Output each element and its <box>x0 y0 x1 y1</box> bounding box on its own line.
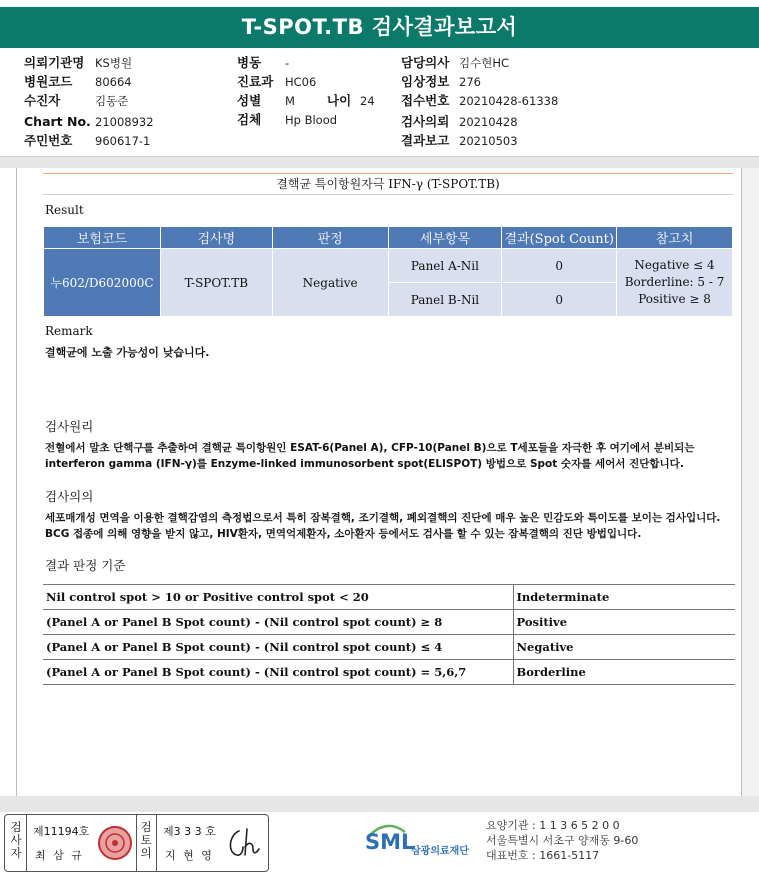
info-label: 병동 <box>237 55 262 70</box>
seal-stamp-icon <box>97 825 133 861</box>
inspector-label: 검토의 <box>140 820 152 860</box>
info-label: Chart No. <box>24 114 91 129</box>
info-label: 병원코드 <box>24 74 73 89</box>
info-label: 결과보고 <box>401 133 450 148</box>
info-value: 21008932 <box>95 115 154 129</box>
criteria-condition: (Panel A or Panel B Spot count) - (Nil control spot count) = 5,6,7 <box>43 660 513 685</box>
reference-value: Negative ≤ 4 <box>634 258 715 272</box>
info-value: 80664 <box>95 75 132 89</box>
info-label: 주민번호 <box>24 133 73 148</box>
info-label: 나이 <box>327 93 352 108</box>
criteria-table <box>43 584 735 685</box>
principle-label: 검사원리 <box>45 419 94 434</box>
info-value: 960617-1 <box>95 134 151 148</box>
institution-code: 요양기관 : 1 1 3 6 5 2 0 0 <box>486 819 620 832</box>
spot-count: 0 <box>502 249 617 283</box>
table-row <box>43 585 735 610</box>
report-subtitle: 결핵균 특이항원자극 IFN-γ (T-SPOT.TB) <box>43 173 733 195</box>
report-content <box>16 168 742 796</box>
info-value: 20210428-61338 <box>459 94 559 108</box>
brand-subtext: 삼광의료재단 <box>411 846 469 857</box>
info-value: M <box>285 94 295 108</box>
insurance-code: 누602/D602000C <box>44 249 161 317</box>
tester-license: 제11194호 <box>33 825 90 838</box>
signature-box <box>4 814 269 872</box>
inspector-license: 제3 3 3 호 <box>163 825 216 838</box>
info-value: 24 <box>360 94 375 108</box>
info-value: 276 <box>459 75 481 89</box>
reference-value: Borderline: 5 - 7 <box>624 275 725 289</box>
info-value: - <box>285 56 290 70</box>
institution-phone: 대표번호 : 1661-5117 <box>486 849 600 862</box>
column-header: 검사명 <box>160 227 272 249</box>
column-header: 참고치 <box>617 227 733 249</box>
info-value: HC06 <box>285 75 317 89</box>
criteria-condition: (Panel A or Panel B Spot count) - (Nil control spot count) ≤ 4 <box>43 635 513 660</box>
column-header: 보험코드 <box>44 227 161 249</box>
criteria-condition: Nil control spot > 10 or Positive control spot < 20 <box>43 585 513 610</box>
tester-name: 최 삼 규 <box>35 849 84 862</box>
info-label: 성별 <box>237 93 262 108</box>
divider <box>0 156 759 168</box>
result-table <box>43 226 733 317</box>
info-label: 임상정보 <box>401 74 450 89</box>
info-value: 김동준 <box>95 94 129 108</box>
inspector-name: 지 현 영 <box>165 849 214 862</box>
tester-label: 검사자 <box>10 820 22 860</box>
info-value: 20210503 <box>459 134 518 148</box>
signature-icon <box>225 825 267 861</box>
brand-text: SML <box>365 830 415 854</box>
info-label: 검체 <box>237 112 262 127</box>
criteria-label: 결과 판정 기준 <box>45 558 126 573</box>
divider <box>156 815 157 871</box>
panel-name: Panel B-Nil <box>388 283 502 317</box>
institution-info <box>486 818 638 863</box>
remark-label: Remark <box>45 324 93 338</box>
table-header-row <box>44 227 733 249</box>
info-label: 접수번호 <box>401 93 450 108</box>
table-row <box>43 635 735 660</box>
table-row <box>44 249 733 283</box>
judgement: Negative <box>272 249 388 317</box>
remark-text: 결핵균에 노출 가능성이 낮습니다. <box>45 346 210 359</box>
spot-count: 0 <box>502 283 617 317</box>
column-header: 결과(Spot Count) <box>502 227 617 249</box>
criteria-result: Indeterminate <box>513 585 735 610</box>
reference-value: Positive ≥ 8 <box>638 292 711 306</box>
criteria-condition: (Panel A or Panel B Spot count) - (Nil control spot count) ≥ 8 <box>43 610 513 635</box>
report-title: T-SPOT.TB 검사결과보고서 <box>0 7 759 48</box>
column-header: 세부항목 <box>388 227 502 249</box>
significance-text: 세포매개성 면역을 이용한 결핵감염의 측정법으로서 특히 잠복결핵, 조기결핵, 폐외결핵의 진단에 매우 높은 민감도와 특이도를 보이는 검사입니다. BCG 접종에 의해 영향을 받지 않고, HIV환자, 면역억제환자, 소아환자 등에서도 검사를 할 수 있는 잠복결핵의 진단 방법입니다. <box>45 512 721 540</box>
scrollbar[interactable] <box>742 168 759 796</box>
reference-values <box>617 249 733 317</box>
patient-info-panel <box>0 54 759 154</box>
info-value: 20210428 <box>459 115 518 129</box>
test-name: T-SPOT.TB <box>160 249 272 317</box>
info-label: 진료과 <box>237 74 274 89</box>
report-footer <box>0 812 759 877</box>
principle-text: 전혈에서 말초 단핵구를 추출하여 결핵균 특이항원인 ESAT-6(Panel A), CFP-10(Panel B)으로 T세포들을 자극한 후 여기에서 분비되는 interferon gamma (IFN-γ)를 Enzyme-linked immunosorbent spot(ELISPOT) 방법으로 Spot 숫자를 세어서 진단합니다. <box>45 442 695 470</box>
table-row <box>43 660 735 685</box>
sml-logo <box>365 822 477 862</box>
criteria-result: Negative <box>513 635 735 660</box>
info-label: 의뢰기관명 <box>24 55 85 70</box>
info-value: Hp Blood <box>285 113 338 127</box>
table-row <box>43 610 735 635</box>
divider <box>26 815 27 871</box>
info-label: 수진자 <box>24 93 61 108</box>
column-header: 판정 <box>272 227 388 249</box>
info-value: KS병원 <box>95 56 133 70</box>
institution-address: 서울특별시 서초구 양재동 9-60 <box>486 834 639 847</box>
divider <box>0 796 759 812</box>
significance-label: 검사의의 <box>45 489 94 504</box>
result-label: Result <box>45 203 84 217</box>
criteria-result: Positive <box>513 610 735 635</box>
panel-name: Panel A-Nil <box>388 249 502 283</box>
info-value: 김수현HC <box>459 56 510 70</box>
info-label: 담당의사 <box>401 55 450 70</box>
info-label: 검사의뢰 <box>401 114 450 129</box>
criteria-result: Borderline <box>513 660 735 685</box>
